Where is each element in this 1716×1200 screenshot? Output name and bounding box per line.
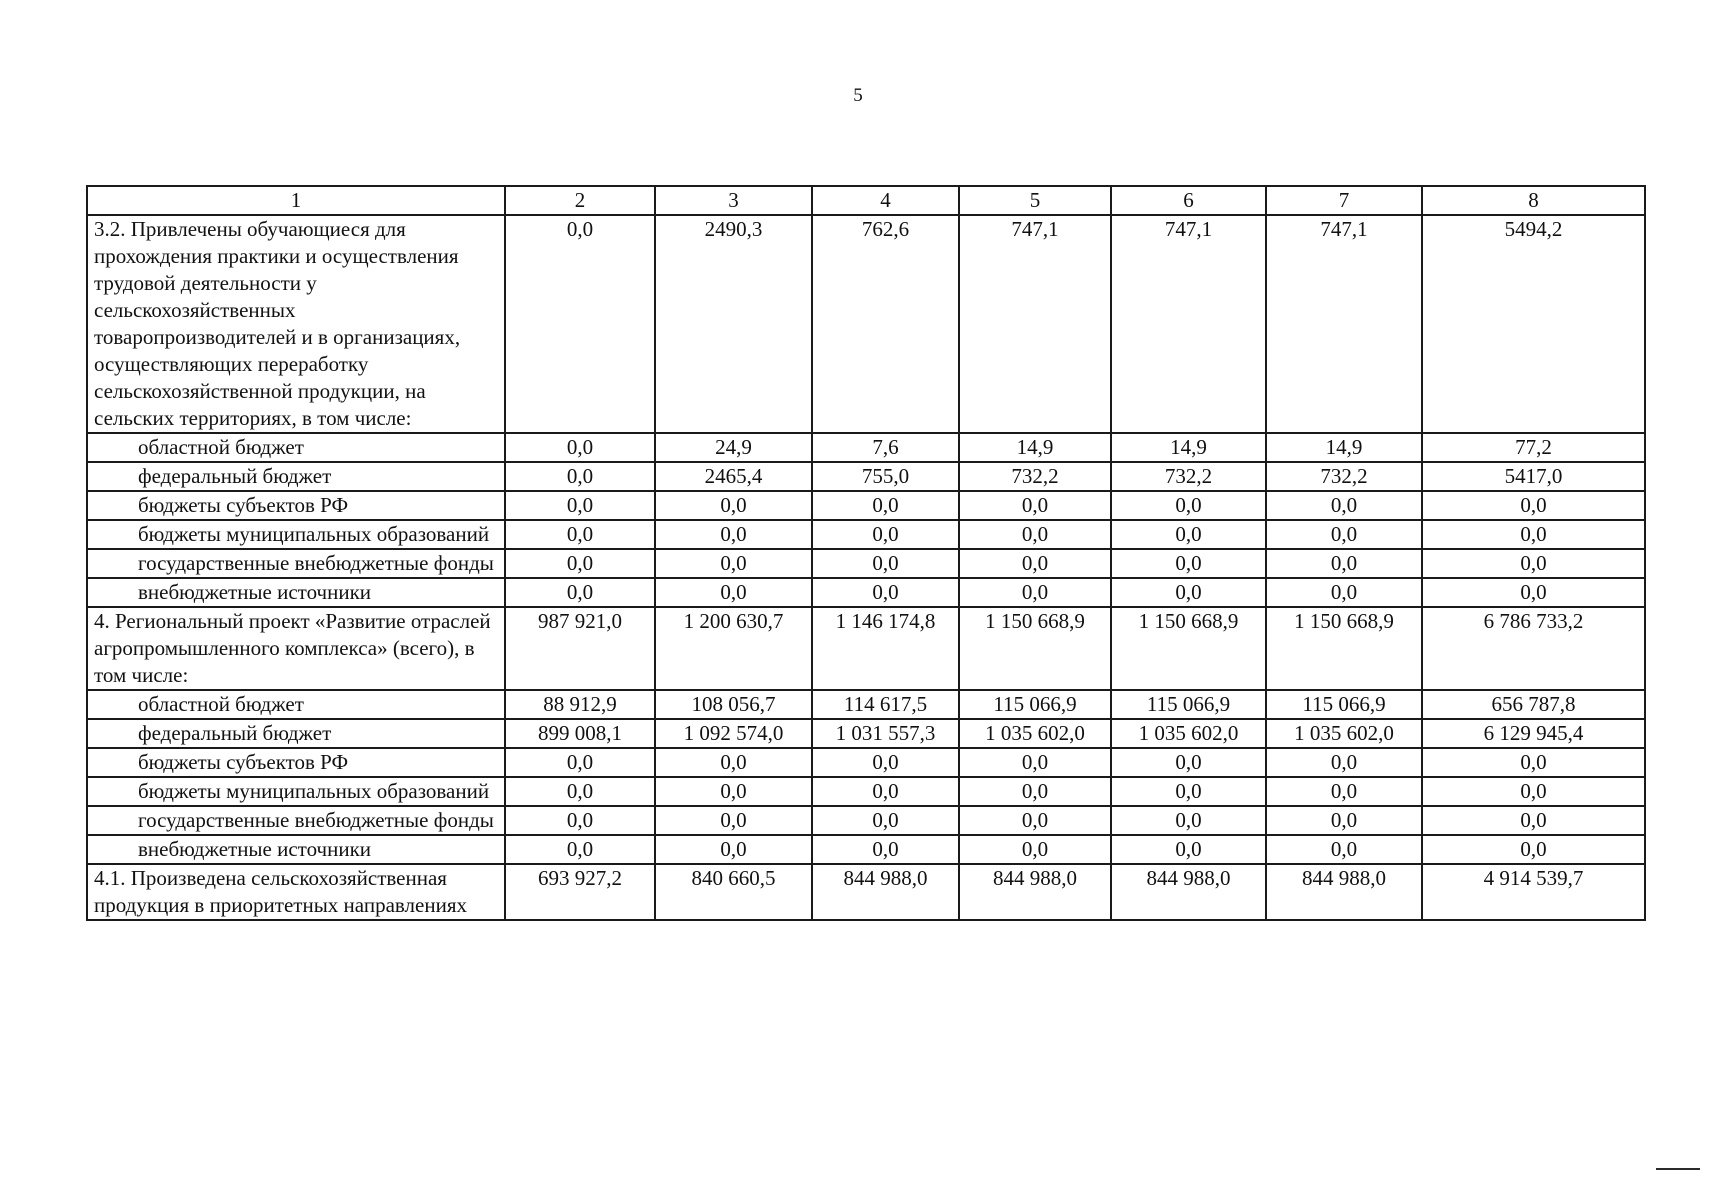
- value-cell: 0,0: [1266, 549, 1422, 578]
- value-cell: 0,0: [505, 549, 655, 578]
- table-row: [87, 607, 1645, 690]
- table-row: [87, 748, 1645, 777]
- value-cell: 844 988,0: [959, 864, 1111, 920]
- value-cell: 0,0: [505, 433, 655, 462]
- value-cell: 115 066,9: [1111, 690, 1266, 719]
- value-cell: 0,0: [1111, 806, 1266, 835]
- page-number: 5: [853, 85, 863, 106]
- value-cell: 899 008,1: [505, 719, 655, 748]
- table-row: [87, 690, 1645, 719]
- budget-table: [86, 185, 1646, 921]
- table-row: [87, 864, 1645, 920]
- value-cell: 0,0: [1422, 835, 1645, 864]
- row-label: государственные внебюджетные фонды: [87, 806, 505, 835]
- value-cell: 0,0: [812, 520, 959, 549]
- value-cell: 0,0: [812, 549, 959, 578]
- value-cell: 7,6: [812, 433, 959, 462]
- value-cell: 1 035 602,0: [1266, 719, 1422, 748]
- table-row: [87, 835, 1645, 864]
- value-cell: 2490,3: [655, 215, 812, 433]
- table-header-row: [87, 186, 1645, 215]
- value-cell: 1 150 668,9: [959, 607, 1111, 690]
- value-cell: 0,0: [1422, 578, 1645, 607]
- value-cell: 0,0: [655, 520, 812, 549]
- value-cell: 0,0: [1266, 491, 1422, 520]
- column-header: 2: [505, 186, 655, 215]
- value-cell: 0,0: [959, 549, 1111, 578]
- value-cell: 762,6: [812, 215, 959, 433]
- value-cell: 108 056,7: [655, 690, 812, 719]
- value-cell: 732,2: [1266, 462, 1422, 491]
- value-cell: 0,0: [1111, 491, 1266, 520]
- row-label: внебюджетные источники: [87, 835, 505, 864]
- value-cell: 0,0: [1266, 578, 1422, 607]
- value-cell: 1 146 174,8: [812, 607, 959, 690]
- value-cell: 1 035 602,0: [959, 719, 1111, 748]
- row-label: государственные внебюджетные фонды: [87, 549, 505, 578]
- value-cell: 0,0: [959, 835, 1111, 864]
- value-cell: 0,0: [959, 806, 1111, 835]
- value-cell: 0,0: [812, 578, 959, 607]
- value-cell: 88 912,9: [505, 690, 655, 719]
- value-cell: 115 066,9: [959, 690, 1111, 719]
- value-cell: 0,0: [1422, 520, 1645, 549]
- value-cell: 0,0: [505, 748, 655, 777]
- value-cell: 0,0: [812, 806, 959, 835]
- value-cell: 0,0: [1111, 520, 1266, 549]
- value-cell: 0,0: [812, 491, 959, 520]
- row-label: федеральный бюджет: [87, 719, 505, 748]
- value-cell: 0,0: [505, 462, 655, 491]
- column-header: 6: [1111, 186, 1266, 215]
- table-body: [87, 186, 1645, 920]
- table-row: [87, 433, 1645, 462]
- value-cell: 0,0: [505, 777, 655, 806]
- value-cell: 0,0: [1266, 748, 1422, 777]
- value-cell: 0,0: [655, 491, 812, 520]
- value-cell: 0,0: [505, 835, 655, 864]
- value-cell: 0,0: [959, 520, 1111, 549]
- value-cell: 4 914 539,7: [1422, 864, 1645, 920]
- value-cell: 755,0: [812, 462, 959, 491]
- column-header: 7: [1266, 186, 1422, 215]
- table-row: [87, 549, 1645, 578]
- value-cell: 656 787,8: [1422, 690, 1645, 719]
- table-row: [87, 578, 1645, 607]
- value-cell: 14,9: [1111, 433, 1266, 462]
- value-cell: 0,0: [655, 549, 812, 578]
- row-label: 3.2. Привлечены обучающиеся для прохождения практики и осуществления трудовой деятельности у сельскохозяйственных товаропроизводителей и в организациях, осуществляющих переработку сельскохозяйственной продукции, на сельских территориях, в том числе:: [87, 215, 505, 433]
- value-cell: 0,0: [1266, 777, 1422, 806]
- value-cell: 1 150 668,9: [1111, 607, 1266, 690]
- value-cell: 844 988,0: [812, 864, 959, 920]
- value-cell: 5494,2: [1422, 215, 1645, 433]
- value-cell: 840 660,5: [655, 864, 812, 920]
- row-label: федеральный бюджет: [87, 462, 505, 491]
- table-row: [87, 215, 1645, 433]
- table-row: [87, 491, 1645, 520]
- value-cell: 0,0: [1111, 549, 1266, 578]
- value-cell: 0,0: [1422, 806, 1645, 835]
- value-cell: 0,0: [505, 491, 655, 520]
- row-label: бюджеты субъектов РФ: [87, 491, 505, 520]
- value-cell: 0,0: [1111, 777, 1266, 806]
- column-header: 8: [1422, 186, 1645, 215]
- value-cell: 0,0: [655, 835, 812, 864]
- value-cell: 5417,0: [1422, 462, 1645, 491]
- row-label: бюджеты субъектов РФ: [87, 748, 505, 777]
- value-cell: 0,0: [959, 578, 1111, 607]
- value-cell: 0,0: [1266, 520, 1422, 549]
- value-cell: 0,0: [1422, 549, 1645, 578]
- value-cell: 14,9: [959, 433, 1111, 462]
- row-label: 4. Региональный проект «Развитие отраслей агропромышленного комплекса» (всего), в том числе:: [87, 607, 505, 690]
- value-cell: 693 927,2: [505, 864, 655, 920]
- value-cell: 0,0: [812, 748, 959, 777]
- value-cell: 0,0: [1111, 578, 1266, 607]
- value-cell: 732,2: [959, 462, 1111, 491]
- value-cell: 0,0: [959, 748, 1111, 777]
- value-cell: 6 786 733,2: [1422, 607, 1645, 690]
- value-cell: 0,0: [655, 748, 812, 777]
- value-cell: 0,0: [1422, 748, 1645, 777]
- value-cell: 0,0: [505, 806, 655, 835]
- value-cell: 1 200 630,7: [655, 607, 812, 690]
- value-cell: 1 031 557,3: [812, 719, 959, 748]
- row-label: областной бюджет: [87, 690, 505, 719]
- value-cell: 1 092 574,0: [655, 719, 812, 748]
- value-cell: 1 150 668,9: [1266, 607, 1422, 690]
- table-row: [87, 806, 1645, 835]
- table-row: [87, 520, 1645, 549]
- value-cell: 1 035 602,0: [1111, 719, 1266, 748]
- value-cell: 0,0: [505, 578, 655, 607]
- table-row: [87, 462, 1645, 491]
- value-cell: 77,2: [1422, 433, 1645, 462]
- value-cell: 0,0: [1111, 835, 1266, 864]
- row-label: внебюджетные источники: [87, 578, 505, 607]
- value-cell: 0,0: [655, 578, 812, 607]
- column-header: 4: [812, 186, 959, 215]
- column-header: 5: [959, 186, 1111, 215]
- row-label: 4.1. Произведена сельскохозяйственная продукция в приоритетных направлениях: [87, 864, 505, 920]
- row-label: бюджеты муниципальных образований: [87, 520, 505, 549]
- value-cell: 6 129 945,4: [1422, 719, 1645, 748]
- value-cell: 844 988,0: [1111, 864, 1266, 920]
- value-cell: 0,0: [1422, 777, 1645, 806]
- value-cell: 0,0: [812, 777, 959, 806]
- value-cell: 747,1: [959, 215, 1111, 433]
- value-cell: 0,0: [959, 777, 1111, 806]
- corner-mark: [1656, 1168, 1700, 1170]
- column-header: 3: [655, 186, 812, 215]
- value-cell: 0,0: [1111, 748, 1266, 777]
- value-cell: 0,0: [1266, 806, 1422, 835]
- table-row: [87, 719, 1645, 748]
- value-cell: 2465,4: [655, 462, 812, 491]
- value-cell: 987 921,0: [505, 607, 655, 690]
- value-cell: 24,9: [655, 433, 812, 462]
- row-label: бюджеты муниципальных образований: [87, 777, 505, 806]
- value-cell: 747,1: [1111, 215, 1266, 433]
- value-cell: 732,2: [1111, 462, 1266, 491]
- value-cell: 0,0: [1266, 835, 1422, 864]
- value-cell: 0,0: [959, 491, 1111, 520]
- row-label: областной бюджет: [87, 433, 505, 462]
- value-cell: 115 066,9: [1266, 690, 1422, 719]
- table-row: [87, 777, 1645, 806]
- value-cell: 0,0: [1422, 491, 1645, 520]
- value-cell: 14,9: [1266, 433, 1422, 462]
- value-cell: 0,0: [505, 215, 655, 433]
- value-cell: 114 617,5: [812, 690, 959, 719]
- value-cell: 0,0: [812, 835, 959, 864]
- value-cell: 0,0: [655, 777, 812, 806]
- value-cell: 0,0: [655, 806, 812, 835]
- value-cell: 0,0: [505, 520, 655, 549]
- value-cell: 844 988,0: [1266, 864, 1422, 920]
- value-cell: 747,1: [1266, 215, 1422, 433]
- column-header: 1: [87, 186, 505, 215]
